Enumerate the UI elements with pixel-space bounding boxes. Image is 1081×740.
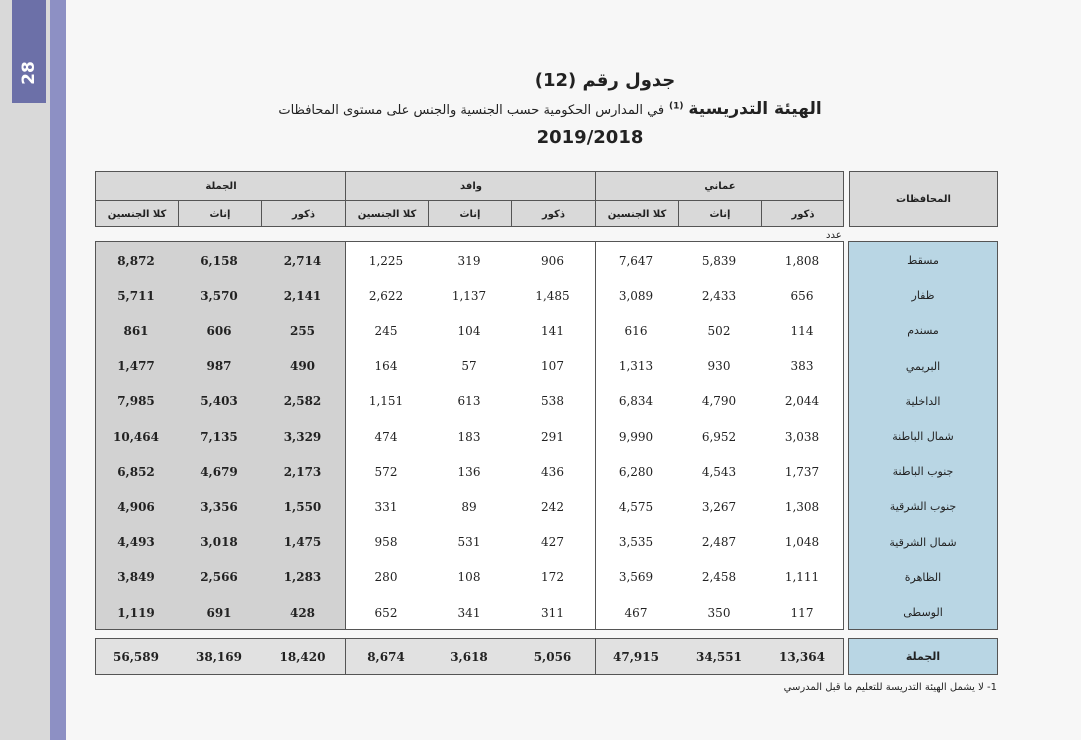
cell-om-both: 1,313 <box>618 359 654 374</box>
cell-ex-female: 1,137 <box>451 288 487 303</box>
cell-om-male: 1,111 <box>784 570 820 585</box>
governorate-name: الوسطى <box>903 606 943 619</box>
cell-ex-male: 427 <box>541 535 564 550</box>
cell-ex-both: 652 <box>374 605 398 620</box>
cell-ex-female: 531 <box>457 535 481 550</box>
cell-tot-both: 4,906 <box>117 499 155 514</box>
cell-tot-female: 7,135 <box>200 429 238 444</box>
table-row <box>95 349 998 384</box>
header-omani-both: كلا الجنسين <box>607 208 667 220</box>
cell-ex-both: 331 <box>374 499 398 514</box>
cell-tot-male: 2,714 <box>283 253 322 268</box>
cell-om-female: 350 <box>707 605 731 620</box>
page-margin <box>0 0 50 740</box>
cell-ex-both: 474 <box>374 429 398 444</box>
header-total-male: ذكور <box>292 208 315 220</box>
cell-tot-male: 490 <box>289 359 316 374</box>
total-ex-male: 5,056 <box>533 649 572 664</box>
cell-om-both: 3,089 <box>618 288 654 303</box>
subtitle-rest: في المدارس الحكومية حسب الجنسية والجنس على مستوى المحافظات <box>278 103 665 118</box>
cell-ex-male: 242 <box>541 499 564 514</box>
cell-om-female: 2,487 <box>701 535 737 550</box>
cell-ex-male: 1,485 <box>535 288 570 303</box>
cell-ex-male: 538 <box>541 394 564 409</box>
total-om-male: 13,364 <box>779 649 825 664</box>
cell-tot-male: 3,329 <box>283 429 322 444</box>
cell-ex-male: 172 <box>541 570 564 585</box>
unit-label: عدد <box>826 230 842 241</box>
table-title-block <box>200 70 900 148</box>
cell-ex-male: 141 <box>541 323 564 338</box>
governorate-name: مسقط <box>907 254 939 267</box>
cell-ex-female: 613 <box>457 394 481 409</box>
cell-om-female: 930 <box>707 359 731 374</box>
cell-tot-male: 2,173 <box>283 464 322 479</box>
cell-tot-female: 2,566 <box>200 570 238 585</box>
header-expat-both: كلا الجنسين <box>357 208 417 220</box>
cell-ex-both: 1,225 <box>368 253 404 268</box>
cell-ex-female: 57 <box>461 359 477 374</box>
table-row <box>95 278 998 313</box>
total-tot-male: 18,420 <box>279 649 326 664</box>
governorate-name: جنوب الشرقية <box>889 500 957 514</box>
header-group-omani: عماني <box>704 180 736 192</box>
cell-om-male: 1,048 <box>784 535 820 550</box>
cell-om-both: 3,535 <box>618 535 654 550</box>
cell-tot-female: 3,356 <box>200 499 238 514</box>
governorate-name: الداخلية <box>905 394 941 408</box>
cell-ex-both: 164 <box>374 359 398 374</box>
cell-tot-both: 4,493 <box>117 535 155 550</box>
cell-ex-female: 183 <box>457 429 481 444</box>
total-om-both: 47,915 <box>613 649 659 664</box>
header-total-both: كلا الجنسين <box>107 208 167 220</box>
cell-om-both: 6,280 <box>618 464 654 479</box>
cell-om-female: 5,839 <box>701 253 737 268</box>
cell-ex-female: 104 <box>457 323 481 338</box>
page-number-tab <box>12 0 46 103</box>
table-row <box>95 419 998 454</box>
cell-om-male: 1,737 <box>784 464 820 479</box>
cell-om-female: 502 <box>707 323 731 338</box>
cell-tot-female: 691 <box>206 605 232 620</box>
header-omani-female: إناث <box>709 208 731 220</box>
cell-tot-female: 987 <box>206 359 232 374</box>
governorate-name: شمال الباطنة <box>892 430 954 443</box>
cell-om-female: 4,790 <box>701 394 737 409</box>
page-number: 28 <box>19 61 39 85</box>
cell-om-female: 4,543 <box>701 464 737 479</box>
cell-om-both: 3,569 <box>618 570 654 585</box>
table-row <box>95 454 998 489</box>
cell-ex-male: 311 <box>541 605 564 620</box>
cell-ex-female: 89 <box>461 499 477 514</box>
cell-om-male: 117 <box>790 605 814 620</box>
table-subtitle <box>200 99 900 119</box>
table-row <box>95 489 998 524</box>
table-row <box>95 384 998 419</box>
header-expat-female: إناث <box>459 208 481 220</box>
total-ex-both: 8,674 <box>367 649 405 664</box>
cell-ex-both: 572 <box>374 464 398 479</box>
cell-ex-female: 319 <box>457 253 481 268</box>
cell-tot-male: 1,550 <box>283 499 322 514</box>
total-ex-female: 3,618 <box>450 649 488 664</box>
cell-om-male: 383 <box>790 359 814 374</box>
cell-om-female: 2,433 <box>701 288 737 303</box>
table-title: جدول رقم (12) <box>534 70 676 91</box>
cell-ex-male: 906 <box>541 253 564 268</box>
cell-ex-both: 245 <box>374 323 398 338</box>
cell-tot-female: 3,570 <box>200 288 238 303</box>
cell-tot-both: 6,852 <box>117 464 155 479</box>
header-group-total: الجملة <box>205 180 237 192</box>
cell-om-male: 656 <box>790 288 814 303</box>
cell-om-female: 6,952 <box>701 429 737 444</box>
governorate-name: ظفار <box>911 289 935 303</box>
cell-ex-both: 280 <box>374 570 398 585</box>
cell-ex-male: 107 <box>541 359 564 374</box>
total-tot-both: 56,589 <box>113 649 159 664</box>
cell-om-both: 6,834 <box>618 394 654 409</box>
cell-om-male: 114 <box>790 323 814 338</box>
cell-tot-female: 5,403 <box>200 394 238 409</box>
cell-tot-both: 3,849 <box>117 570 155 585</box>
governorate-name: البريمي <box>905 359 941 373</box>
cell-om-male: 2,044 <box>784 394 820 409</box>
cell-ex-female: 136 <box>457 464 481 479</box>
cell-om-both: 4,575 <box>618 499 654 514</box>
header-omani-male: ذكور <box>791 208 815 220</box>
cell-ex-both: 958 <box>374 535 398 550</box>
cell-tot-both: 5,711 <box>117 288 155 303</box>
cell-tot-male: 1,283 <box>283 570 322 585</box>
cell-om-male: 3,038 <box>784 429 820 444</box>
cell-tot-both: 7,985 <box>117 394 155 409</box>
cell-tot-female: 3,018 <box>200 535 238 550</box>
cell-om-female: 3,267 <box>701 499 737 514</box>
cell-tot-male: 2,582 <box>283 394 322 409</box>
header-expat-male: ذكور <box>542 208 565 220</box>
table-header <box>95 171 844 227</box>
cell-tot-male: 2,141 <box>283 288 322 303</box>
cell-ex-both: 1,151 <box>368 394 404 409</box>
cell-om-female: 2,458 <box>701 570 737 585</box>
cell-om-both: 9,990 <box>618 429 654 444</box>
cell-ex-both: 2,622 <box>368 288 404 303</box>
governorate-name: شمال الشرقية <box>889 535 957 549</box>
governorate-name: مسندم <box>907 324 939 338</box>
cell-tot-both: 1,477 <box>117 359 155 374</box>
cell-ex-male: 436 <box>541 464 564 479</box>
cell-om-both: 467 <box>624 605 648 620</box>
total-label: الجملة <box>848 638 998 675</box>
governorate-name: الظاهرة <box>904 570 942 584</box>
total-row <box>95 638 844 675</box>
cell-om-male: 1,808 <box>784 253 820 268</box>
table-row <box>95 313 998 348</box>
cell-om-both: 616 <box>624 323 648 338</box>
cell-tot-both: 1,119 <box>117 605 155 620</box>
cell-tot-female: 606 <box>206 323 232 338</box>
cell-om-both: 7,647 <box>618 253 654 268</box>
cell-ex-male: 291 <box>541 429 564 444</box>
cell-tot-male: 1,475 <box>283 535 322 550</box>
governorate-name: جنوب الباطنة <box>892 465 954 479</box>
header-group-expat: وافد <box>460 180 482 192</box>
table-row <box>95 525 998 560</box>
cell-tot-both: 10,464 <box>113 429 159 444</box>
page-stripe <box>50 0 66 740</box>
table-row <box>95 560 998 595</box>
header-governorates: المحافظات <box>849 171 998 227</box>
subtitle-lead: الهيئة التدريسية <box>688 99 822 119</box>
cell-tot-female: 6,158 <box>200 253 238 268</box>
header-total-female: إناث <box>209 208 231 220</box>
total-om-female: 34,551 <box>696 649 742 664</box>
cell-om-male: 1,308 <box>784 499 820 514</box>
table-year: 2019/2018 <box>536 127 644 148</box>
cell-tot-both: 861 <box>123 323 149 338</box>
cell-ex-female: 341 <box>457 605 481 620</box>
cell-tot-male: 255 <box>289 323 316 338</box>
cell-ex-female: 108 <box>457 570 481 585</box>
table-row <box>95 243 998 278</box>
cell-tot-both: 8,872 <box>117 253 155 268</box>
table-row <box>95 595 998 630</box>
footnote: 1- لا يشمل الهيئة التدريسة للتعليم ما قبل المدرسي <box>783 682 997 693</box>
cell-tot-male: 428 <box>289 605 316 620</box>
cell-tot-female: 4,679 <box>200 464 238 479</box>
total-tot-female: 38,169 <box>196 649 242 664</box>
footnote-mark: (1) <box>669 101 684 112</box>
